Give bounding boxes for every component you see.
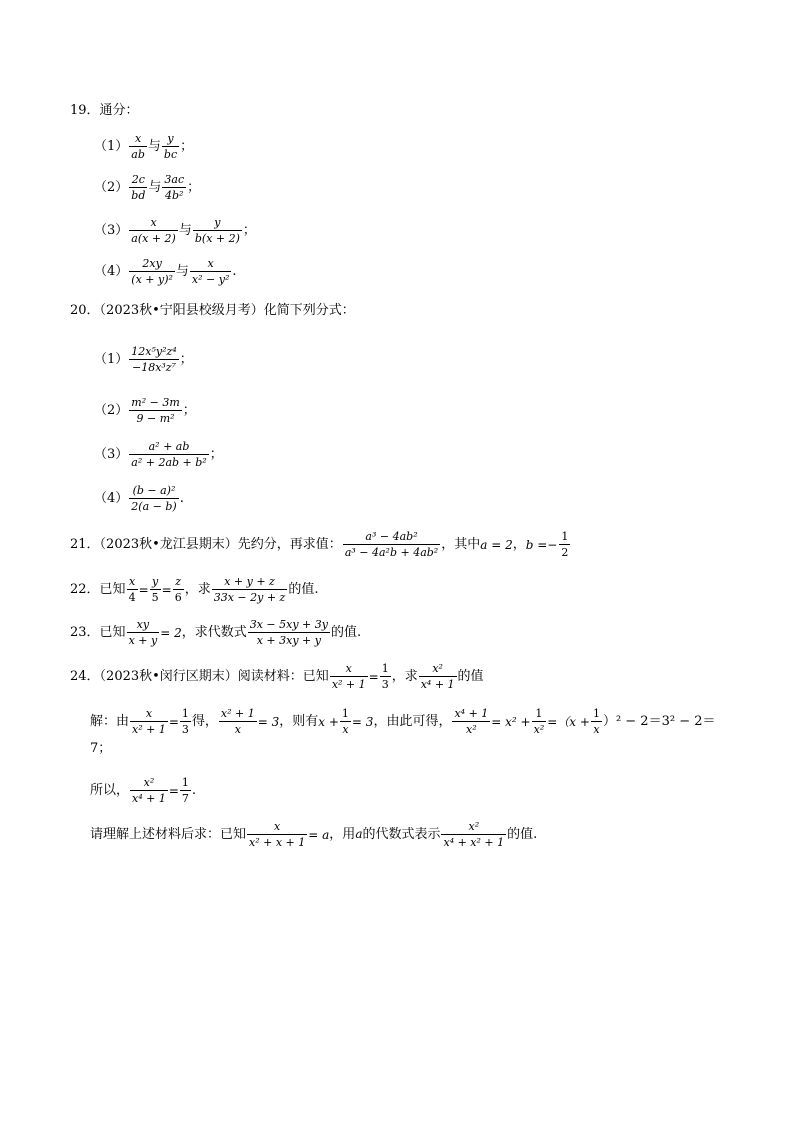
part-label: （3） <box>94 223 129 238</box>
fraction: $\frac{1}{x}$ <box>592 707 600 736</box>
q20-part-2: （2） $\frac{\text{m² − 3m}}{\text{9 − m²}}$ ； <box>94 396 196 425</box>
q22-line: 22．已知 $\frac{x}{4}$ = $\frac{y}{5}$ = $\frac{z}{6}$ ，求 $\frac{x + y + z}{33x - 2y + z}$ 的值. <box>70 575 319 604</box>
fraction: $\frac{3x - 5xy + 3y}{x + 3xy + y}$ <box>249 618 328 647</box>
part-label: （2） <box>94 403 129 418</box>
q24-solution-line-1: 解：由 $\frac{x}{\text{x² + 1}}$ = $\frac{1}{3}$ 得， $\frac{\text{x² + 1}}{x}$ = 3，则有x + $\frac{1}{x}$ = 3，由此可得， $\frac{\text{x⁴ + 1}}{\text{x²}}$ = x² + $\frac{1}{\text{x²}}$ =（x + $\frac{1}{x}$ ）² − 2＝3² − 2＝ <box>90 707 716 736</box>
fraction: $\frac{1}{x}$ <box>341 707 349 736</box>
q19-number: 19． <box>70 103 100 118</box>
fraction: $\frac{1}{3}$ <box>181 707 189 736</box>
fraction: $\frac{x}{\text{x² + x + 1}}$ <box>249 820 306 849</box>
fraction: $\frac{1}{3}$ <box>381 662 389 691</box>
fraction: $\frac{z}{6}$ <box>174 575 182 604</box>
q23-line: 23．已知 $\frac{xy}{x + y}$ = 2，求代数式 $\frac{3x - 5xy + 3y}{x + 3xy + y}$ 的值. <box>70 618 362 647</box>
fraction: $\frac{\text{a² + ab}}{\text{a² + 2ab + b²}}$ <box>131 440 207 469</box>
q24-solution-line-2: 7； <box>90 741 112 756</box>
fraction: $\frac{1}{2}$ <box>561 530 569 559</box>
q21-line: 21．（2023秋•龙江县期末）先约分，再求值： $\frac{\text{a³ − 4ab²}}{\text{a³ − 4a²b + 4ab²}}$ ，其中a = 2，b =− $\frac{1}{2}$ <box>70 530 569 559</box>
fraction: $\frac{\text{a³ − 4ab²}}{\text{a³ − 4a²b + 4ab²}}$ <box>344 530 439 559</box>
fraction: $\frac{x}{\text{x² + 1}}$ <box>132 707 166 736</box>
fraction: $\frac{\text{12x⁵y²z⁴}}{\text{−18x³z⁷}}$ <box>131 345 177 374</box>
fraction: $\frac{\text{x⁴ + 1}}{\text{x²}}$ <box>454 707 489 736</box>
part-label: （1） <box>94 139 129 154</box>
q24-question-line: 请理解上述材料后求：已知 $\frac{x}{\text{x² + x + 1}}$ = a，用a的代数式表示 $\frac{\text{x²}}{\text{x⁴ + x² + 1}}$ 的值. <box>90 820 538 849</box>
fraction: $\frac{y}{b(x + 2)}$ <box>194 216 240 245</box>
part-label: （2） <box>94 180 129 195</box>
q19-part-3: （3） $\frac{x}{a(x + 2)}$ 与 $\frac{y}{b(x + 2)}$ ； <box>94 216 256 245</box>
fraction: $\frac{y}{5}$ <box>151 575 159 604</box>
q22-number: 22． <box>70 582 100 597</box>
fraction: $\frac{\text{x²}}{\text{x⁴ + 1}}$ <box>420 662 455 691</box>
fraction: $\frac{\text{x²}}{\text{x⁴ + 1}}$ <box>132 776 166 805</box>
q19-part-2: （2） $\frac{2c}{bd}$ 与 $\frac{3ac}{\text{4b²}}$ ； <box>94 173 201 202</box>
q20-number: 20． <box>70 303 100 318</box>
q20-title: （2023秋•宁阳县校级月考）化简下列分式： <box>99 303 355 318</box>
fraction: $\frac{\text{x²}}{\text{x⁴ + x² + 1}}$ <box>443 820 505 849</box>
q19-part-1: （1） $\frac{x}{ab}$ 与 $\frac{y}{bc}$ ； <box>94 132 194 161</box>
fraction: $\frac{\text{(b − a)²}}{2(a - b)}$ <box>131 484 177 513</box>
q24-line: 24．（2023秋•闵行区期末）阅读材料：已知 $\frac{x}{\text{x² + 1}}$ = $\frac{1}{3}$ ，求 $\frac{\text{x²}}{\text{x⁴ + 1}}$ 的值 <box>70 662 484 691</box>
fraction: $\frac{1}{7}$ <box>181 776 189 805</box>
fraction: $\frac{xy}{x + y}$ <box>128 618 158 647</box>
q23-number: 23． <box>70 625 100 640</box>
fraction: $\frac{\text{m² − 3m}}{\text{9 − m²}}$ <box>131 396 180 425</box>
fraction: $\frac{x}{4}$ <box>128 575 136 604</box>
part-label: （1） <box>94 352 129 367</box>
q19-heading <box>70 103 139 119</box>
fraction: $\frac{x}{\text{x² + 1}}$ <box>331 662 366 691</box>
fraction: $\frac{x + y + z}{33x - 2y + z}$ <box>213 575 286 604</box>
fraction: $\frac{3ac}{\text{4b²}}$ <box>164 173 185 202</box>
q20-part-3: （3） $\frac{\text{a² + ab}}{\text{a² + 2ab + b²}}$ ； <box>94 440 223 469</box>
q19-title: 通分： <box>99 103 139 118</box>
part-label: （4） <box>94 264 129 279</box>
q24-solution-line-3: 所以， $\frac{\text{x²}}{\text{x⁴ + 1}}$ = $\frac{1}{7}$ . <box>90 776 197 805</box>
fraction: $\frac{2c}{bd}$ <box>131 173 146 202</box>
fraction: $\frac{x}{ab}$ <box>131 132 145 161</box>
q20-heading <box>70 303 355 319</box>
fraction: $\frac{1}{\text{x²}}$ <box>533 707 545 736</box>
fraction: $\frac{x}{a(x + 2)}$ <box>131 216 176 245</box>
fraction: $\frac{2xy}{\text{(x + y)²}}$ <box>131 257 173 286</box>
q20-part-4: （4） $\frac{\text{(b − a)²}}{2(a - b)}$ . <box>94 484 184 513</box>
part-label: （4） <box>94 491 129 506</box>
fraction: $\frac{\text{x² + 1}}{x}$ <box>220 707 255 736</box>
fraction: $\frac{x}{\text{x² − y²}}$ <box>191 257 230 286</box>
q19-part-4: （4） $\frac{2xy}{\text{(x + y)²}}$ 与 $\frac{x}{\text{x² − y²}}$ . <box>94 257 237 286</box>
q21-number: 21． <box>70 537 100 552</box>
part-label: （3） <box>94 447 129 462</box>
q20-part-1: （1） $\frac{\text{12x⁵y²z⁴}}{\text{−18x³z⁷}}$ ； <box>94 345 193 374</box>
q24-number: 24． <box>70 669 100 684</box>
fraction: $\frac{y}{bc}$ <box>163 132 178 161</box>
